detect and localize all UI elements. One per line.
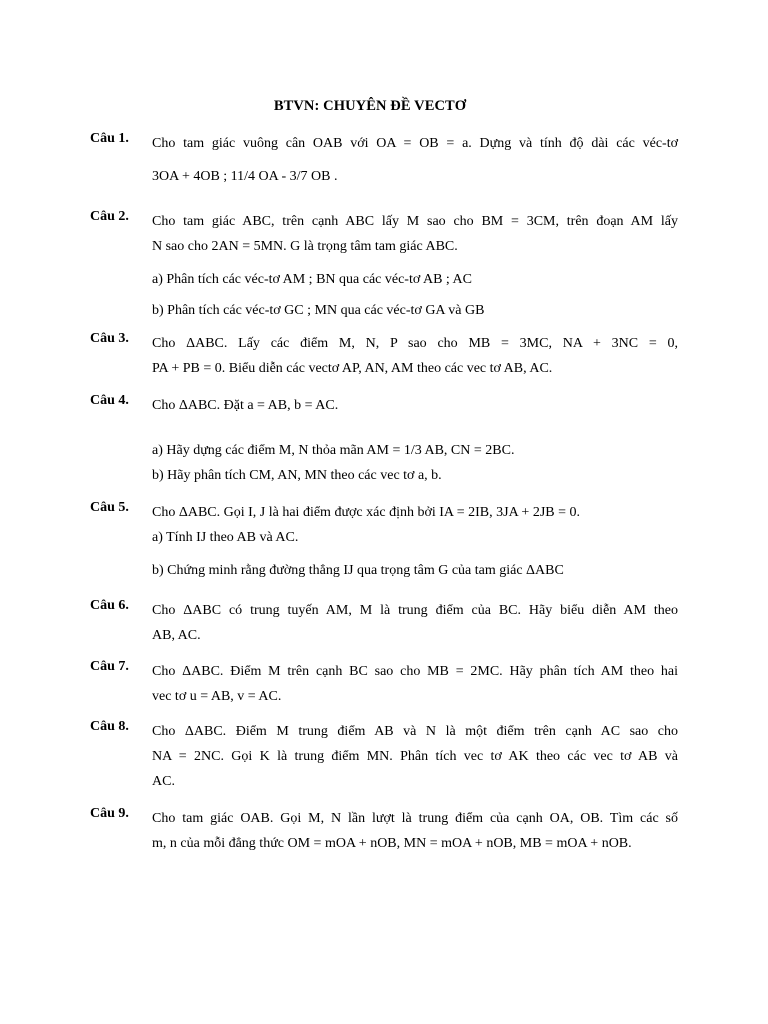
problem-part-b: b) Chứng minh rằng đường thẳng IJ qua trọng tâm G của tam giác ΔABC bbox=[152, 563, 564, 578]
problem-line: AC. bbox=[152, 774, 175, 789]
problem-line: Cho tam giác ABC, trên cạnh ABC lấy M sao cho BM = 3CM, trên đoạn AM lấy bbox=[152, 214, 678, 229]
problem-label: Câu 1. bbox=[90, 131, 129, 146]
problem-part-b: b) Phân tích các véc-tơ GC ; MN qua các véc-tơ GA và GB bbox=[152, 303, 485, 318]
problem-part-a: a) Tính IJ theo AB và AC. bbox=[152, 530, 299, 545]
problem-part-a: a) Hãy dựng các điểm M, N thỏa mãn AM = 1/3 AB, CN = 2BC. bbox=[152, 443, 515, 458]
problem-text bbox=[152, 500, 678, 583]
problem-line: Cho tam giác vuông cân OAB với OA = OB = a. Dựng và tính độ dài các véc-tơ bbox=[152, 136, 678, 151]
page-title: BTVN: CHUYÊN ĐỀ VECTƠ bbox=[273, 98, 467, 114]
problem-text bbox=[152, 331, 678, 381]
problem-line: Cho ΔABC. Lấy các điểm M, N, P sao cho MB = 3MC, NA + 3NC = 0, bbox=[152, 336, 678, 351]
problem-label: Câu 4. bbox=[90, 393, 129, 408]
problem-line: N sao cho 2AN = 5MN. G là trọng tâm tam giác ABC. bbox=[152, 239, 458, 254]
problem-text bbox=[152, 598, 678, 648]
problem-line: m, n của mỗi đẳng thức OM = mOA + nOB, MN = mOA + nOB, MB = mOA + nOB. bbox=[152, 836, 632, 851]
problem-part-a: a) Phân tích các véc-tơ AM ; BN qua các véc-tơ AB ; AC bbox=[152, 272, 472, 287]
problem-text bbox=[152, 719, 678, 794]
problem-label: Câu 2. bbox=[90, 209, 129, 224]
problem-line: Cho ΔABC. Gọi I, J là hai điểm được xác định bởi IA = 2IB, 3JA + 2JB = 0. bbox=[152, 505, 581, 520]
problem-text bbox=[152, 659, 678, 709]
problem-line: vec tơ u = AB, v = AC. bbox=[152, 689, 282, 704]
problem-line: Cho ΔABC có trung tuyến AM, M là trung điểm của BC. Hãy biểu diễn AM theo bbox=[152, 603, 678, 618]
problem-line: Cho ΔABC. Điểm M trung điểm AB và N là một điểm trên cạnh AC sao cho bbox=[152, 724, 678, 739]
problem-text bbox=[152, 131, 678, 189]
problem-label: Câu 5. bbox=[90, 500, 129, 515]
problem-label: Câu 6. bbox=[90, 598, 129, 613]
problem-line: 3OA + 4OB ; 11/4 OA - 3/7 OB . bbox=[152, 169, 338, 184]
problem-line: Cho ΔABC. Điểm M trên cạnh BC sao cho MB = 2MC. Hãy phân tích AM theo hai bbox=[152, 664, 678, 679]
problem-label: Câu 9. bbox=[90, 806, 129, 821]
problem-label: Câu 3. bbox=[90, 331, 129, 346]
problem-line: Cho ΔABC. Đặt a = AB, b = AC. bbox=[152, 398, 339, 413]
problem-line: PA + PB = 0. Biểu diễn các vectơ AP, AN, AM theo các vec tơ AB, AC. bbox=[152, 361, 553, 376]
problem-text bbox=[152, 209, 678, 323]
problem-label: Câu 7. bbox=[90, 659, 129, 674]
problem-line: NA = 2NC. Gọi K là trung điểm MN. Phân tích vec tơ AK theo các vec tơ AB và bbox=[152, 749, 678, 764]
problem-part-b: b) Hãy phân tích CM, AN, MN theo các vec tơ a, b. bbox=[152, 468, 442, 483]
problem-text bbox=[152, 393, 678, 488]
problem-line: Cho tam giác OAB. Gọi M, N lần lượt là trung điểm của cạnh OA, OB. Tìm các số bbox=[152, 811, 678, 826]
problem-text bbox=[152, 806, 678, 856]
problem-line: AB, AC. bbox=[152, 628, 201, 643]
problem-label: Câu 8. bbox=[90, 719, 129, 734]
